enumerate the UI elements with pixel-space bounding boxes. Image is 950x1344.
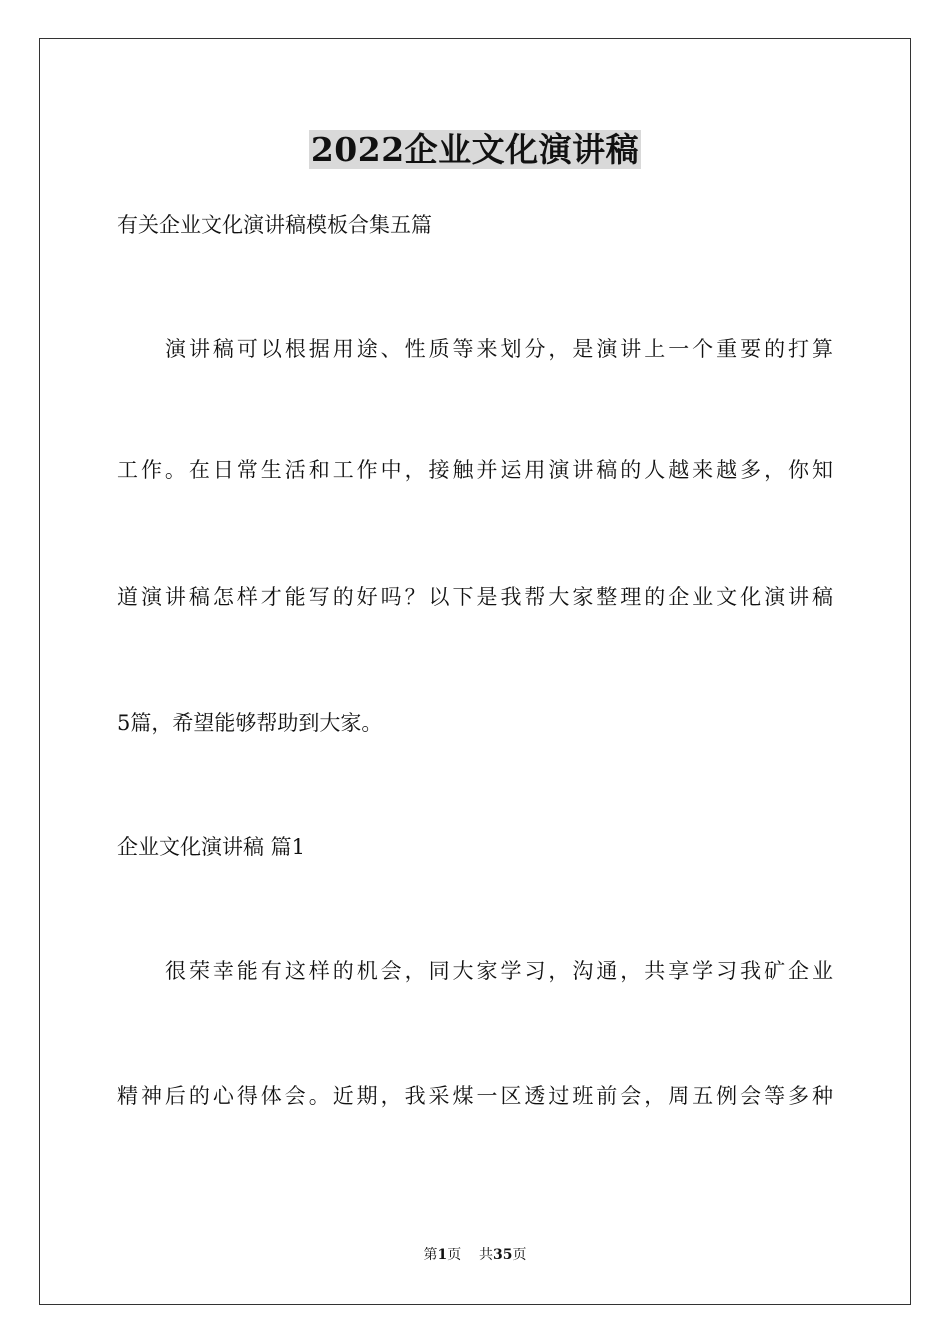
paragraph-line: 演讲稿可以根据用途、性质等来划分，是演讲上一个重要的打算 — [165, 337, 833, 361]
paragraph-line: 工作。在日常生活和工作中，接触并运用演讲稿的人越来越多，你知 — [117, 458, 833, 482]
paragraph-line: 5篇，希望能够帮助到大家。 — [117, 711, 383, 735]
paragraph-line: 精神后的心得体会。近期，我采煤一区透过班前会，周五例会等多种 — [117, 1084, 833, 1108]
footer-total-suffix: 页 — [512, 1247, 527, 1263]
document-title: 2022企业文化演讲稿 — [310, 130, 640, 169]
footer-page-prefix: 第 — [423, 1247, 438, 1263]
page-footer — [0, 1244, 950, 1264]
section-heading: 企业文化演讲稿 篇1 — [117, 835, 306, 859]
footer-page-suffix: 页 — [447, 1247, 462, 1263]
footer-total-prefix: 共 — [479, 1247, 494, 1263]
document-title-block — [0, 124, 950, 171]
document-subtitle: 有关企业文化演讲稿模板合集五篇 — [117, 213, 432, 237]
paragraph-line: 很荣幸能有这样的机会，同大家学习，沟通，共享学习我矿企业 — [165, 959, 833, 983]
footer-page-number: 1 — [437, 1247, 448, 1263]
paragraph-line: 道演讲稿怎样才能写的好吗？以下是我帮大家整理的企业文化演讲稿 — [117, 585, 833, 609]
footer-total-pages: 35 — [493, 1247, 513, 1263]
